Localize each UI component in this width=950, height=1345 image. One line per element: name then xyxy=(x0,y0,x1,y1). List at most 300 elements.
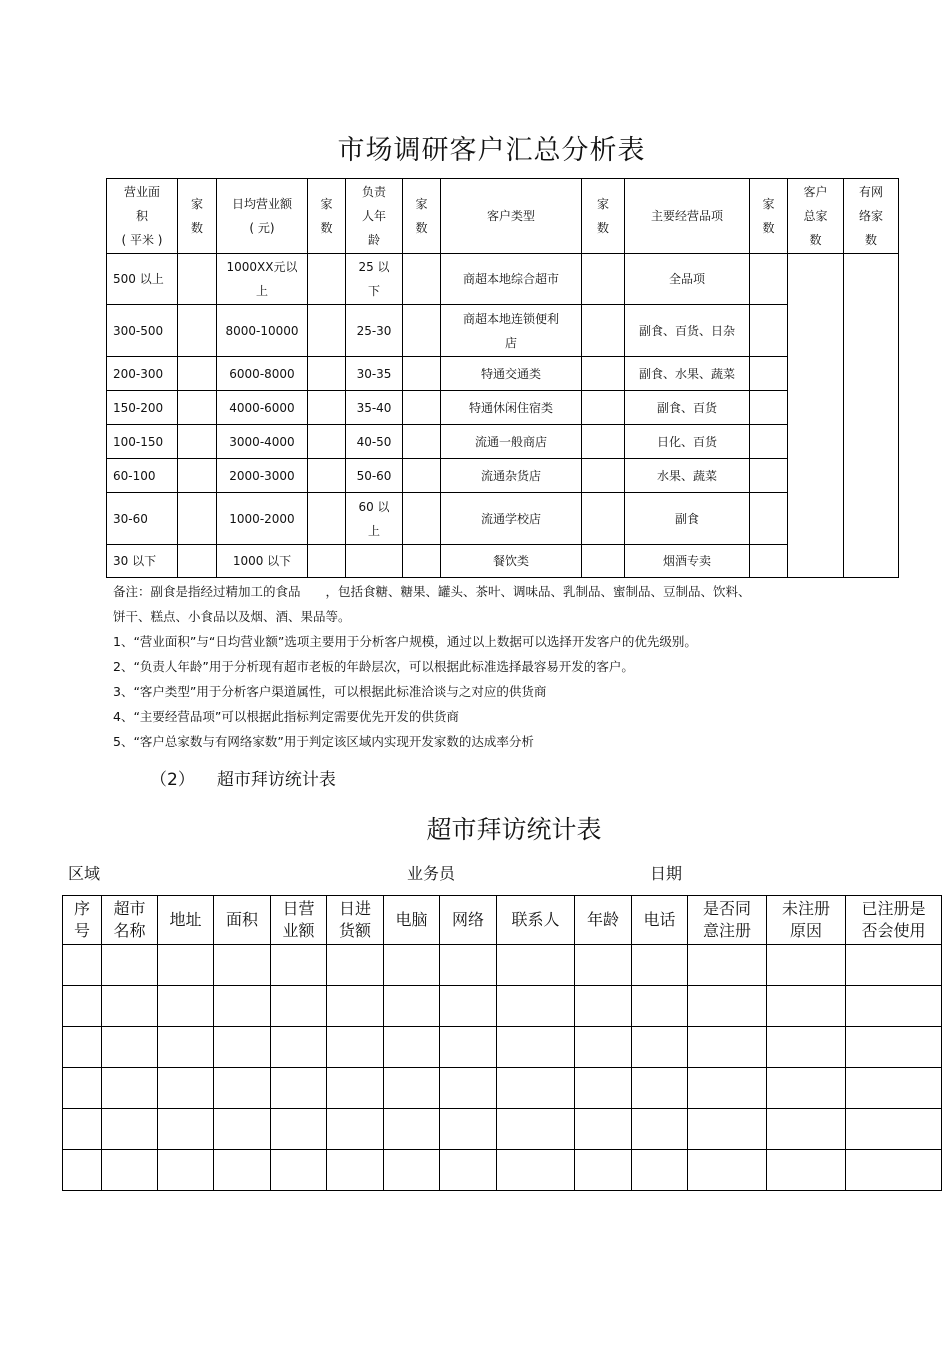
survey-cell xyxy=(217,493,308,545)
visit-cell[interactable] xyxy=(575,1109,632,1150)
survey-cell: 烟酒专卖 xyxy=(625,545,750,578)
survey-cell xyxy=(403,545,441,578)
survey-cell xyxy=(346,459,403,493)
visit-header-cell xyxy=(384,896,440,945)
survey-header-cell xyxy=(625,179,750,254)
cell-text-line: 未注册 xyxy=(781,899,830,918)
survey-cell xyxy=(217,305,308,357)
survey-cell xyxy=(346,425,403,459)
visit-header-cell xyxy=(497,896,575,945)
visit-cell[interactable] xyxy=(158,1068,214,1109)
survey-cell xyxy=(403,305,441,357)
cell-text-line: 总家 xyxy=(803,209,828,223)
survey-cell xyxy=(308,305,346,357)
cell-text-line: 人年 xyxy=(361,209,386,223)
visit-row xyxy=(63,986,942,1027)
visit-cell[interactable] xyxy=(102,986,158,1027)
cell-text-line: 上 xyxy=(255,284,268,298)
visit-cell[interactable] xyxy=(767,1027,846,1068)
cell-text-line: 已注册是 xyxy=(861,899,926,918)
visit-cell[interactable] xyxy=(384,1109,440,1150)
cell-text-line: 客户 xyxy=(803,185,828,199)
visit-cell[interactable] xyxy=(440,1027,497,1068)
cell-text-line: 下 xyxy=(367,284,380,298)
visit-header-cell xyxy=(846,896,942,945)
visit-cell[interactable] xyxy=(327,1109,384,1150)
survey-cell xyxy=(403,391,441,425)
survey-cell: 100-150 xyxy=(107,425,178,459)
visit-table-title: 超市拜访统计表 xyxy=(426,815,602,844)
visit-cell[interactable] xyxy=(271,945,327,986)
visit-header-cell xyxy=(575,896,632,945)
cell-text-line: 1000 以下 xyxy=(232,554,292,568)
visit-cell[interactable] xyxy=(158,1027,214,1068)
survey-cell: 500 以上 xyxy=(107,254,178,305)
visit-header-cell xyxy=(214,896,271,945)
cell-text-line: 否会使用 xyxy=(861,921,926,940)
visit-cell[interactable] xyxy=(846,945,942,986)
survey-cell xyxy=(403,493,441,545)
visit-cell[interactable] xyxy=(102,1068,158,1109)
cell-text-line: 40-50 xyxy=(356,434,392,449)
survey-cell xyxy=(217,545,308,578)
survey-header-cell xyxy=(844,179,899,254)
visit-cell[interactable] xyxy=(158,1109,214,1150)
cell-text-line: 络家 xyxy=(858,209,883,223)
survey-row xyxy=(107,545,899,578)
visit-cell[interactable] xyxy=(271,1068,327,1109)
cell-text-line: 家 xyxy=(320,197,333,211)
survey-cell xyxy=(441,459,582,493)
cell-text-line: 1000-2000 xyxy=(229,511,295,526)
cell-text-line: 店 xyxy=(504,335,517,350)
visit-cell[interactable] xyxy=(102,1109,158,1150)
visit-cell[interactable] xyxy=(575,1027,632,1068)
survey-cell xyxy=(750,357,788,391)
cell-text-line: 商超本地综合超市 xyxy=(462,272,559,286)
survey-header-cell xyxy=(178,179,217,254)
cell-text-line: 负责 xyxy=(361,185,386,199)
cell-text-line: ( 元) xyxy=(249,221,275,235)
visit-cell[interactable] xyxy=(497,1068,575,1109)
visit-cell[interactable] xyxy=(158,986,214,1027)
survey-cell xyxy=(178,425,217,459)
note-line: 备注：副食是指经过精加工的食品 ，包括食糖、糖果、罐头、茶叶、调味品、乳制品、蜜制品、豆制品、饮料、 xyxy=(113,584,751,599)
survey-cell xyxy=(346,305,403,357)
survey-cell xyxy=(178,357,217,391)
cell-text-line: 家 xyxy=(596,197,609,211)
survey-cell: 副食、百货 xyxy=(625,391,750,425)
visit-cell[interactable] xyxy=(63,1027,102,1068)
cell-text-line: 6000-8000 xyxy=(229,366,295,381)
visit-cell[interactable] xyxy=(767,986,846,1027)
visit-cell[interactable] xyxy=(271,1150,327,1191)
visit-cell[interactable] xyxy=(767,1150,846,1191)
visit-cell[interactable] xyxy=(632,945,688,986)
visit-header-row xyxy=(63,896,942,945)
survey-cell xyxy=(582,493,625,545)
cell-text-line: 数 xyxy=(320,221,333,235)
cell-text-line: 原因 xyxy=(789,921,822,940)
survey-row xyxy=(107,391,899,425)
survey-cell xyxy=(308,459,346,493)
cell-text-line: 流通杂货店 xyxy=(480,468,541,483)
cell-text-line: 2000-3000 xyxy=(229,468,295,483)
cell-text-line: 35-40 xyxy=(356,400,392,415)
visit-cell[interactable] xyxy=(63,945,102,986)
survey-cell xyxy=(308,357,346,391)
visit-row xyxy=(63,1150,942,1191)
visit-cell[interactable] xyxy=(214,1027,271,1068)
survey-header-cell xyxy=(308,179,346,254)
cell-text-line: 25-30 xyxy=(356,323,392,338)
visit-cell[interactable] xyxy=(688,1109,767,1150)
cell-text-line: 面积 xyxy=(225,910,258,929)
survey-cell xyxy=(346,254,403,305)
cell-text-line: 主要经营品项 xyxy=(650,209,723,223)
notes-section xyxy=(113,579,853,754)
cell-text-line: 年龄 xyxy=(586,910,619,929)
cell-text-line: 日进 xyxy=(338,899,371,918)
survey-header-cell xyxy=(107,179,178,254)
subsection-number: （2） xyxy=(150,770,195,790)
survey-cell xyxy=(788,254,844,578)
cell-text-line: 50-60 xyxy=(356,468,392,483)
survey-row xyxy=(107,254,899,305)
cell-text-line: 序 xyxy=(73,899,90,918)
visit-cell[interactable] xyxy=(688,945,767,986)
visit-cell[interactable] xyxy=(688,1068,767,1109)
visit-cell[interactable] xyxy=(271,986,327,1027)
survey-cell xyxy=(750,545,788,578)
cell-text-line: 数 xyxy=(415,221,428,235)
survey-row xyxy=(107,493,899,545)
cell-text-line: 餐饮类 xyxy=(492,554,529,568)
visit-cell[interactable] xyxy=(497,986,575,1027)
visit-cell[interactable] xyxy=(327,1027,384,1068)
cell-text-line: 流通学校店 xyxy=(480,511,541,526)
cell-text-line: 家 xyxy=(762,197,775,211)
visit-cell[interactable] xyxy=(575,945,632,986)
note-line: 4、“主要经营品项”可以根据此指标判定需要优先开发的供货商 xyxy=(113,709,459,724)
survey-cell xyxy=(441,425,582,459)
visit-cell[interactable] xyxy=(158,945,214,986)
visit-header-cell xyxy=(688,896,767,945)
cell-text-line: 是否同 xyxy=(702,899,751,918)
cell-text-line: 货额 xyxy=(338,921,371,940)
survey-cell: 30 以下 xyxy=(107,545,178,578)
cell-text-line: 数 xyxy=(864,233,877,247)
visit-cell[interactable] xyxy=(271,1109,327,1150)
survey-cell xyxy=(582,545,625,578)
survey-cell xyxy=(582,459,625,493)
survey-summary-table xyxy=(106,178,899,578)
visit-row xyxy=(63,1068,942,1109)
visit-cell[interactable] xyxy=(846,986,942,1027)
visit-header-cell xyxy=(102,896,158,945)
date-label: 日期 xyxy=(650,864,683,883)
cell-text-line: 日均营业额 xyxy=(231,197,292,211)
visit-row xyxy=(63,1027,942,1068)
cell-text-line: 网络 xyxy=(451,910,484,929)
visit-cell[interactable] xyxy=(497,1150,575,1191)
visit-cell[interactable] xyxy=(384,1150,440,1191)
survey-header-cell xyxy=(582,179,625,254)
visit-cell[interactable] xyxy=(688,1027,767,1068)
note-line: 1、“营业面积”与“日均营业额”选项主要用于分析客户规模，通过以上数据可以选择开发客户的优先级别。 xyxy=(113,634,697,649)
survey-cell: 30-60 xyxy=(107,493,178,545)
cell-text-line: 日营 xyxy=(282,899,315,918)
survey-cell xyxy=(844,254,899,578)
visit-cell[interactable] xyxy=(688,1150,767,1191)
visit-cell[interactable] xyxy=(271,1027,327,1068)
survey-cell xyxy=(217,357,308,391)
cell-text-line: 数 xyxy=(762,221,775,235)
visit-cell[interactable] xyxy=(327,1150,384,1191)
visit-cell[interactable] xyxy=(440,1150,497,1191)
survey-cell xyxy=(217,391,308,425)
survey-cell xyxy=(441,357,582,391)
cell-text-line: 数 xyxy=(596,221,609,235)
survey-cell xyxy=(403,459,441,493)
visit-header-cell xyxy=(271,896,327,945)
visit-cell[interactable] xyxy=(497,945,575,986)
cell-text-line: 业额 xyxy=(282,921,315,940)
survey-cell xyxy=(308,391,346,425)
survey-cell xyxy=(308,425,346,459)
survey-row xyxy=(107,305,899,357)
visit-cell[interactable] xyxy=(214,1068,271,1109)
visit-cell[interactable] xyxy=(846,1109,942,1150)
visit-cell[interactable] xyxy=(767,945,846,986)
visit-header-cell xyxy=(767,896,846,945)
cell-text-line: 家 xyxy=(190,197,203,211)
visit-cell[interactable] xyxy=(384,945,440,986)
visit-cell[interactable] xyxy=(158,1150,214,1191)
survey-header-cell xyxy=(217,179,308,254)
survey-cell xyxy=(308,545,346,578)
visit-cell[interactable] xyxy=(440,986,497,1027)
survey-cell xyxy=(308,254,346,305)
visit-cell[interactable] xyxy=(384,1027,440,1068)
survey-header-row xyxy=(107,179,899,254)
survey-header-cell xyxy=(441,179,582,254)
survey-cell: 全品项 xyxy=(625,254,750,305)
visit-header-cell xyxy=(63,896,102,945)
survey-cell xyxy=(441,545,582,578)
survey-cell xyxy=(582,391,625,425)
survey-cell xyxy=(441,493,582,545)
survey-row xyxy=(107,357,899,391)
survey-cell xyxy=(178,545,217,578)
salesman-label: 业务员 xyxy=(407,864,456,883)
survey-header-cell xyxy=(346,179,403,254)
visit-cell[interactable] xyxy=(214,1109,271,1150)
survey-cell xyxy=(582,305,625,357)
note-line: 饼干、糕点、小食品以及烟、酒、果品等。 xyxy=(113,609,351,624)
survey-header-cell xyxy=(403,179,441,254)
visit-cell[interactable] xyxy=(440,945,497,986)
survey-cell xyxy=(346,391,403,425)
survey-cell xyxy=(403,357,441,391)
visit-cell[interactable] xyxy=(846,1027,942,1068)
survey-cell xyxy=(178,459,217,493)
visit-cell[interactable] xyxy=(497,1027,575,1068)
survey-cell xyxy=(217,254,308,305)
cell-text-line: 数 xyxy=(190,221,203,235)
visit-cell[interactable] xyxy=(688,986,767,1027)
survey-cell xyxy=(403,425,441,459)
survey-cell xyxy=(178,493,217,545)
visit-cell[interactable] xyxy=(63,1068,102,1109)
visit-cell[interactable] xyxy=(327,945,384,986)
cell-text-line: 电话 xyxy=(643,910,676,929)
survey-cell xyxy=(441,305,582,357)
cell-text-line: 客户类型 xyxy=(486,209,535,223)
visit-cell[interactable] xyxy=(384,986,440,1027)
survey-cell: 60-100 xyxy=(107,459,178,493)
visit-cell[interactable] xyxy=(632,1109,688,1150)
cell-text-line: 超市 xyxy=(113,899,146,918)
visit-cell[interactable] xyxy=(102,945,158,986)
survey-header-cell xyxy=(750,179,788,254)
survey-cell xyxy=(178,254,217,305)
cell-text-line: 电脑 xyxy=(395,910,428,929)
visit-cell[interactable] xyxy=(846,1150,942,1191)
cell-text-line: ( 平米 ) xyxy=(121,233,163,247)
survey-cell xyxy=(308,493,346,545)
visit-cell[interactable] xyxy=(632,986,688,1027)
page-title: 市场调研客户汇总分析表 xyxy=(337,135,646,166)
survey-cell xyxy=(582,425,625,459)
visit-cell[interactable] xyxy=(214,1150,271,1191)
area-label: 区域 xyxy=(68,864,101,883)
visit-cell[interactable] xyxy=(384,1068,440,1109)
note-line: 5、“客户总家数与有网络家数”用于判定该区域内实现开发家数的达成率分析 xyxy=(113,734,534,749)
survey-cell: 200-300 xyxy=(107,357,178,391)
visit-cell[interactable] xyxy=(767,1109,846,1150)
cell-text-line: 3000-4000 xyxy=(229,434,295,449)
visit-cell[interactable] xyxy=(497,1109,575,1150)
survey-cell xyxy=(217,459,308,493)
visit-cell[interactable] xyxy=(63,1109,102,1150)
visit-cell[interactable] xyxy=(63,1150,102,1191)
survey-cell: 150-200 xyxy=(107,391,178,425)
survey-row xyxy=(107,425,899,459)
survey-cell: 日化、百货 xyxy=(625,425,750,459)
cell-text-line: 特通交通类 xyxy=(480,366,541,381)
survey-cell xyxy=(750,425,788,459)
visit-cell[interactable] xyxy=(846,1068,942,1109)
visit-cell[interactable] xyxy=(575,1150,632,1191)
survey-cell xyxy=(178,305,217,357)
visit-cell[interactable] xyxy=(214,945,271,986)
visit-cell[interactable] xyxy=(327,986,384,1027)
cell-text-line: 联系人 xyxy=(511,910,560,929)
cell-text-line: 1000XX元以 xyxy=(226,260,298,274)
visit-header-cell xyxy=(327,896,384,945)
survey-cell xyxy=(403,254,441,305)
survey-header-cell xyxy=(788,179,844,254)
cell-text-line: 家 xyxy=(415,197,428,211)
visit-cell[interactable] xyxy=(632,1027,688,1068)
cell-text-line: 营业面 xyxy=(123,185,160,199)
survey-cell xyxy=(346,493,403,545)
survey-cell xyxy=(750,493,788,545)
cell-text-line: 数 xyxy=(809,233,822,247)
cell-text-line: 4000-6000 xyxy=(229,400,295,415)
survey-cell xyxy=(750,391,788,425)
cell-text-line: 有网 xyxy=(858,185,883,199)
visit-cell[interactable] xyxy=(63,986,102,1027)
cell-text-line: 名称 xyxy=(113,921,146,940)
survey-cell xyxy=(346,357,403,391)
cell-text-line: 25 以 xyxy=(358,260,390,274)
visit-row xyxy=(63,945,942,986)
cell-text-line: 地址 xyxy=(169,910,202,929)
subsection-label: 超市拜访统计表 xyxy=(216,770,336,790)
survey-cell xyxy=(582,254,625,305)
cell-text-line: 号 xyxy=(73,921,90,940)
survey-cell: 300-500 xyxy=(107,305,178,357)
cell-text-line: 30-35 xyxy=(356,366,392,381)
visit-cell[interactable] xyxy=(214,986,271,1027)
visit-cell[interactable] xyxy=(440,1109,497,1150)
visit-statistics-table xyxy=(62,895,942,1191)
visit-cell[interactable] xyxy=(575,986,632,1027)
cell-text-line: 流通一般商店 xyxy=(474,434,547,449)
survey-cell: 副食、百货、日杂 xyxy=(625,305,750,357)
survey-row xyxy=(107,459,899,493)
note-line: 2、“负责人年龄”用于分析现有超市老板的年龄层次，可以根据此标准选择最容易开发的客户。 xyxy=(113,659,634,674)
survey-cell: 副食、水果、蔬菜 xyxy=(625,357,750,391)
visit-header-cell xyxy=(440,896,497,945)
cell-text-line: 60 以 xyxy=(358,499,390,514)
cell-text-line: 商超本地连锁便利 xyxy=(462,311,559,326)
cell-text-line: 上 xyxy=(367,523,380,538)
survey-cell xyxy=(750,459,788,493)
survey-cell xyxy=(441,391,582,425)
cell-text-line: 意注册 xyxy=(702,921,751,940)
note-line: 3、“客户类型”用于分析客户渠道属性，可以根据此标准洽谈与之对应的供货商 xyxy=(113,684,547,699)
visit-cell[interactable] xyxy=(327,1068,384,1109)
cell-text-line: 龄 xyxy=(367,233,380,247)
visit-cell[interactable] xyxy=(767,1068,846,1109)
survey-cell xyxy=(178,391,217,425)
visit-cell[interactable] xyxy=(102,1150,158,1191)
visit-row xyxy=(63,1109,942,1150)
survey-cell xyxy=(750,254,788,305)
survey-cell xyxy=(217,425,308,459)
visit-cell[interactable] xyxy=(632,1068,688,1109)
visit-cell[interactable] xyxy=(102,1027,158,1068)
visit-cell[interactable] xyxy=(575,1068,632,1109)
survey-cell xyxy=(582,357,625,391)
subsection-heading xyxy=(150,765,336,790)
cell-text-line: 特通休闲住宿类 xyxy=(468,400,553,415)
cell-text-line: 8000-10000 xyxy=(225,323,299,338)
survey-cell: 副食 xyxy=(625,493,750,545)
survey-cell xyxy=(441,254,582,305)
survey-cell xyxy=(750,305,788,357)
visit-cell[interactable] xyxy=(632,1150,688,1191)
visit-header-cell xyxy=(158,896,214,945)
cell-text-line: 积 xyxy=(135,209,148,223)
survey-cell: 水果、蔬菜 xyxy=(625,459,750,493)
visit-header-cell xyxy=(632,896,688,945)
survey-cell xyxy=(346,545,403,578)
visit-cell[interactable] xyxy=(440,1068,497,1109)
